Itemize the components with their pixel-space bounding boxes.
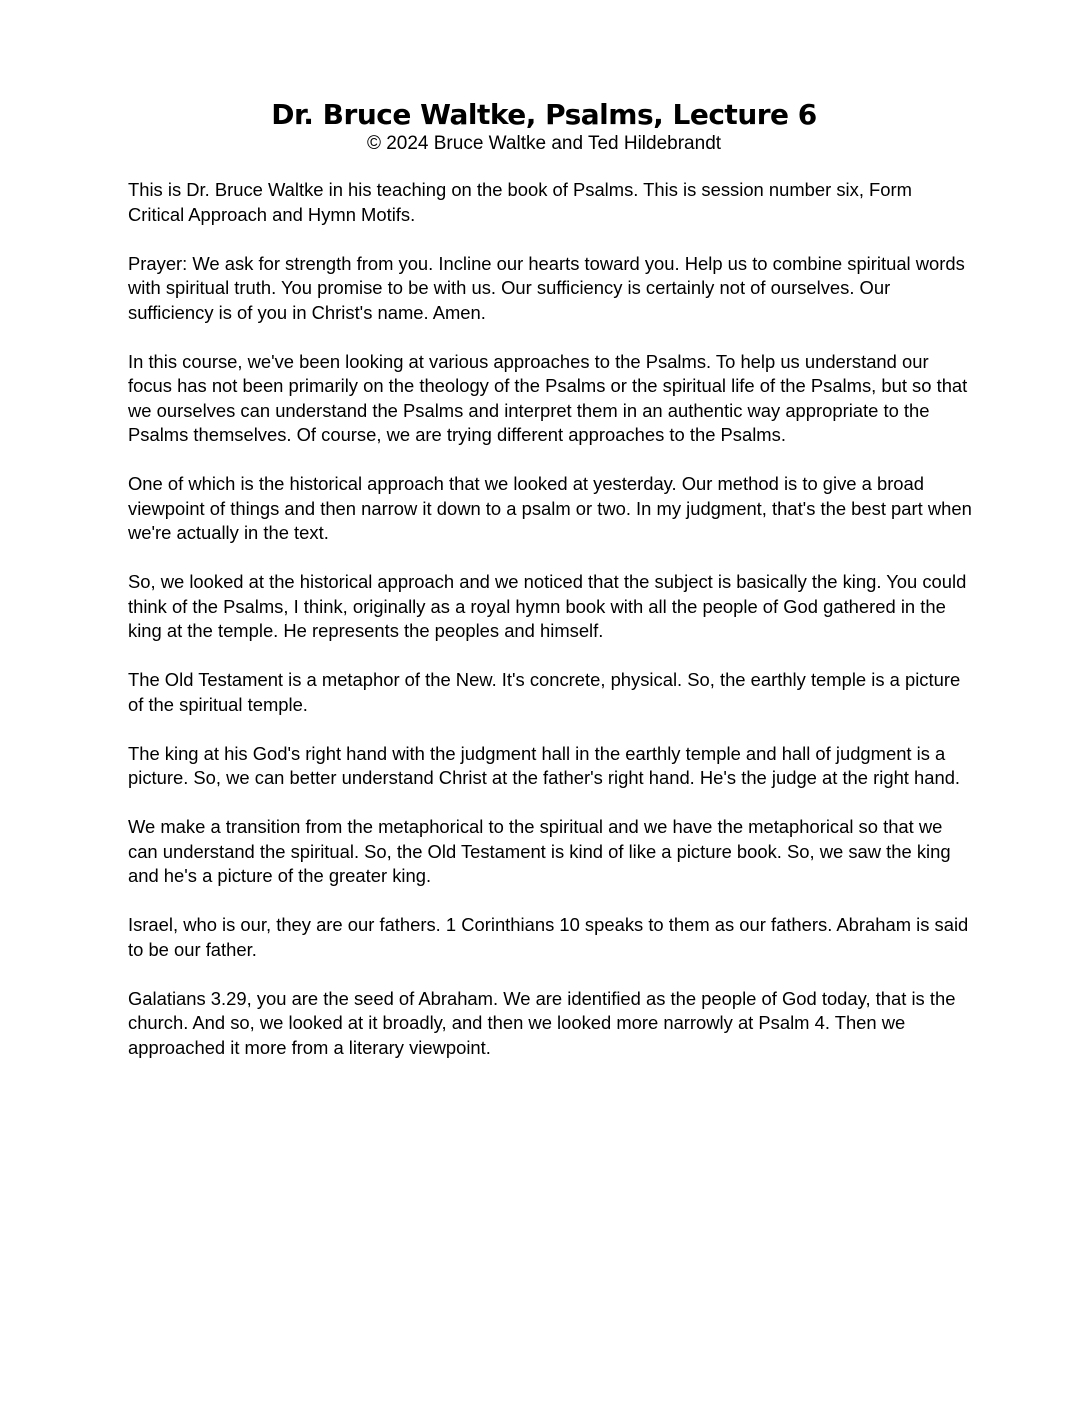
paragraph-intro: This is Dr. Bruce Waltke in his teaching on the book of Psalms. This is session number six, Form Critical Approach and Hymn Motifs.: [128, 179, 912, 225]
copyright-line: © 2024 Bruce Waltke and Ted Hildebrandt: [366, 133, 722, 154]
paragraph-metaphorical-transition: We make a transition from the metaphorical to the spiritual and we have the metaphorical so that we can understand the spiritual. So, the Old Testament is kind of like a picture book. So, we saw the king and he's a picture of the greater king.: [128, 816, 951, 886]
paragraph-galatians: Galatians 3.29, you are the seed of Abraham. We are identified as the people of God today, that is the church. And so, we looked at it broadly, and then we looked more narrowly at Psalm 4. Then we approached it more from a literary viewpoint.: [128, 987, 956, 1058]
document-title: Dr. Bruce Waltke, Psalms, Lecture 6: [271, 98, 817, 131]
paragraph-course-approaches: In this course, we've been looking at various approaches to the Psalms. To help us understand our focus has not been primarily on the theology of the Psalms or the spiritual life of the Psalms, but so that we ourselves can understand the Psalms and interpret them in an authentic way appropriate to the Psalms themselves. Of course, we are trying different approaches to the Psalms.: [128, 350, 968, 445]
paragraph-king-right-hand: The king at his God's right hand with the judgment hall in the earthly temple and hall of judgment is a picture. So, we can better understand Christ at the father's right hand. He's the judge at the right hand.: [128, 742, 961, 788]
paragraph-israel-fathers: Israel, who is our, they are our fathers. 1 Corinthians 10 speaks to them as our fathers. Abraham is said to be our father.: [128, 914, 969, 960]
paragraph-historical-approach: One of which is the historical approach that we looked at yesterday. Our method is to give a broad viewpoint of things and then narrow it down to a psalm or two. In my judgment, that's the best part when we're actually in the text.: [128, 473, 972, 543]
paragraph-king-subject: So, we looked at the historical approach and we noticed that the subject is basically the king. You could think of the Psalms, I think, originally as a royal hymn book with all the people of God gathered in the king at the temple. He represents the peoples and himself.: [128, 571, 967, 641]
paragraph-old-testament-metaphor: The Old Testament is a metaphor of the New. It's concrete, physical. So, the earthly temple is a picture of the spiritual temple.: [128, 669, 961, 715]
document-body: [128, 178, 973, 1085]
paragraph-prayer: Prayer: We ask for strength from you. Incline our hearts toward you. Help us to combine spiritual words with spiritual truth. You promise to be with us. Our sufficiency is certainly not of ourselves. Our sufficiency is of you in Christ's name. Amen.: [128, 252, 965, 323]
